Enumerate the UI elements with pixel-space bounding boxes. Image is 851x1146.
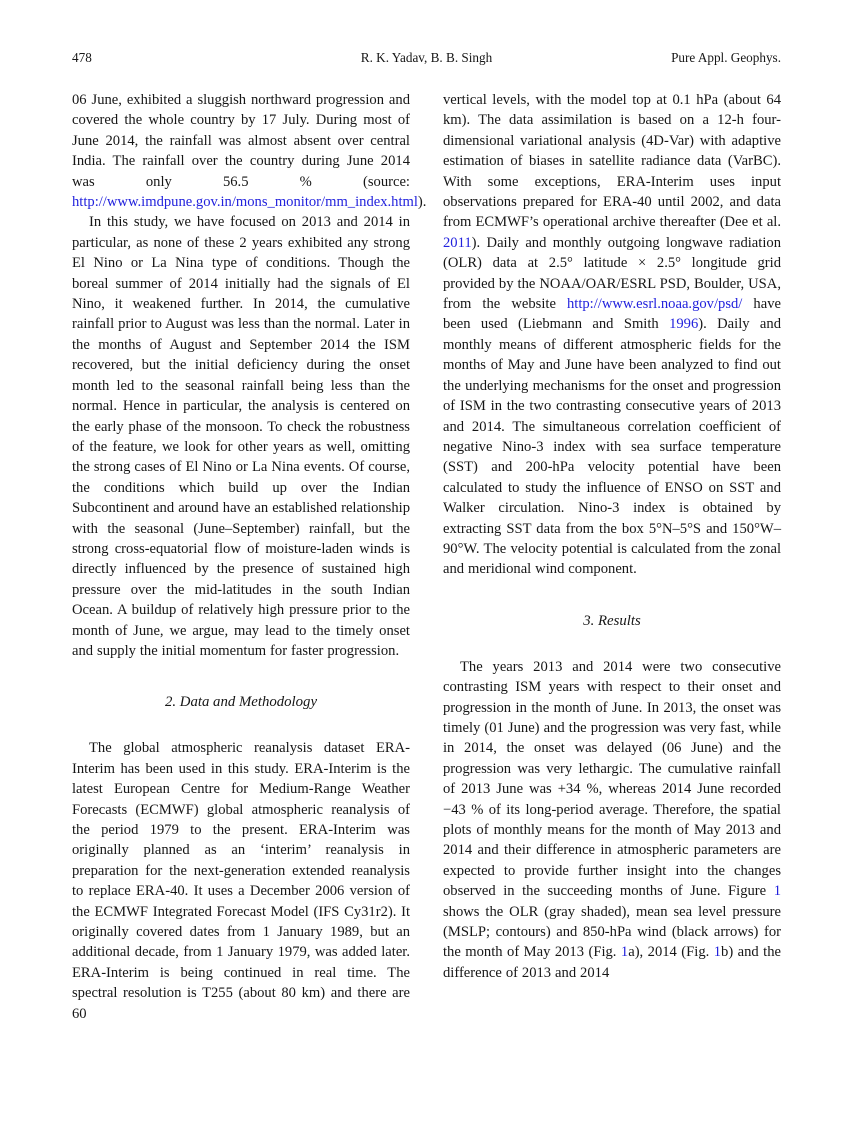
paragraph: The years 2013 and 2014 were two consecutive contrasting ISM years with respect to their onset and progression in the month of June. In 2013, the onset was timely (01 June) and the progression was very fast, while in 2014, the onset was delayed (06 June) and the progression was very lethargic. The cumulative rainfall of 2013 June was +34 %, whereas 2014 June recorded −43 % of its long-period average. Therefore, the spatial plots of monthly means for the month of May 2013 and 2014 and their difference in atmospheric parameters are expected to provide further insight into the changes observed in the succeeding months of June. Figure 1 shows the OLR (gray shaded), mean sea level pressure (MSLP; contours) and 850-hPa wind (black arrows) for the month of May 2013 (Fig. 1a), 2014 (Fig. 1b) and the difference of 2013 and 2014 [443, 658, 781, 981]
inline-link[interactable]: http://www.esrl.noaa.gov/psd/ [566, 296, 743, 313]
running-head-journal: Pure Appl. Geophys. [671, 50, 781, 65]
paragraph: In this study, we have focused on 2013 and 2014 in particular, as none of these 2 years exhibited any strong El Nino or La Nina type of conditions. Though the boreal summer of 2014 initially had the signals of El Nino, it weakened further. In 2014, the cumulative rainfall prior to August was less than the normal. Later in the months of August and September 2014 the ISM recovered, but the initial deficiency during the onset month led to the seasonal rainfall being less than the normal. Hence in particular, the analysis is centered on the early phase of the monsoon. To check the robustness of the feature, we look for other years as well, omitting the strong cases of El Nino or La Nina events. Of course, the conditions which build up over the Indian Subcontinent and around have an established relationship with the seasonal (June–September) rainfall, but the strong cross-equatorial flow of moisture-laden winds is directly influenced by the presence of sustained high pressure over the mid-latitudes in the south Indian Ocean. A buildup of relatively high pressure prior to the month of June, we argue, may lead to the timely onset and supply the initial momentum for faster progression. [72, 214, 410, 659]
two-column-body [72, 90, 781, 1024]
section-heading: 3. Results [583, 612, 641, 629]
paragraph: vertical levels, with the model top at 0.1 hPa (about 64 km). The data assimilation is based on a 12-h four-dimensional variational analysis (4D-Var) with adaptive estimation of biases in satellite radiance data (VarBC). With some exceptions, ERA-Interim uses input observations prepared for ERA-40 until 2002, and data from ECMWF’s operational archive thereafter (Dee et al. 2011). Daily and monthly outgoing longwave radiation (OLR) data at 2.5° latitude × 2.5° longitude grid provided by the NOAA/OAR/ESRL PSD, Boulder, USA, from the website http://www.esrl.noaa.gov/psd/ have been used (Liebmann and Smith 1996). Daily and monthly means of different atmospheric fields for the months of May and June have been analyzed to find out the underlying mechanisms for the onset and progression of ISM in the two contrasting consecutive years of 2013 and 2014. The simultaneous correlation coefficient of negative Nino-3 index with sea surface temperature (SST) and 200-hPa velocity potential have been calculated to study the influence of ENSO on SST and Walker circulation. Nino-3 index is obtained by extracting SST data from the box 5°N–5°S and 150°W–90°W. The velocity potential is calculated from the zonal and meridional wind component. [443, 92, 781, 578]
inline-link[interactable]: 1 [713, 944, 722, 961]
section-heading: 2. Data and Methodology [164, 694, 318, 711]
inline-link[interactable]: 2011 [443, 234, 472, 251]
inline-link[interactable]: 1 [773, 883, 781, 900]
inline-link[interactable]: 1 [620, 944, 629, 961]
left-column [72, 90, 427, 1024]
paragraph: 06 June, exhibited a sluggish northward progression and covered the whole country by 17 July. During most of June 2014, the rainfall was almost absent over central India. The rainfall over the country during June 2014 was only 56.5 % (source: http://www.imdpune.gov.in/mons_monitor/mm_index.html). [72, 92, 427, 211]
running-head [72, 50, 781, 68]
page-number: 478 [72, 50, 92, 65]
right-column [443, 90, 781, 1024]
inline-link[interactable]: http://www.imdpune.gov.in/mons_monitor/mm_index.html [72, 194, 418, 211]
paragraph: The global atmospheric reanalysis dataset ERA-Interim has been used in this study. ERA-Interim is the latest European Centre for Medium-Range Weather Forecasts (ECMWF) global atmospheric reanalysis of the period 1979 to the present. ERA-Interim was originally planned as an ‘interim’ reanalysis in preparation for the next-generation extended reanalysis to replace ERA-40. It uses a December 2006 version of the ECMWF Integrated Forecast Model (IFS Cy31r2). It originally covered dates from 1 January 1989, but an additional decade, from 1 January 1979, was added later. ERA-Interim is being continued in real time. The spectral resolution is T255 (about 80 km) and there are 60 [72, 740, 410, 1022]
running-head-authors: R. K. Yadav, B. B. Singh [360, 50, 493, 65]
inline-link[interactable]: 1996 [669, 316, 699, 333]
